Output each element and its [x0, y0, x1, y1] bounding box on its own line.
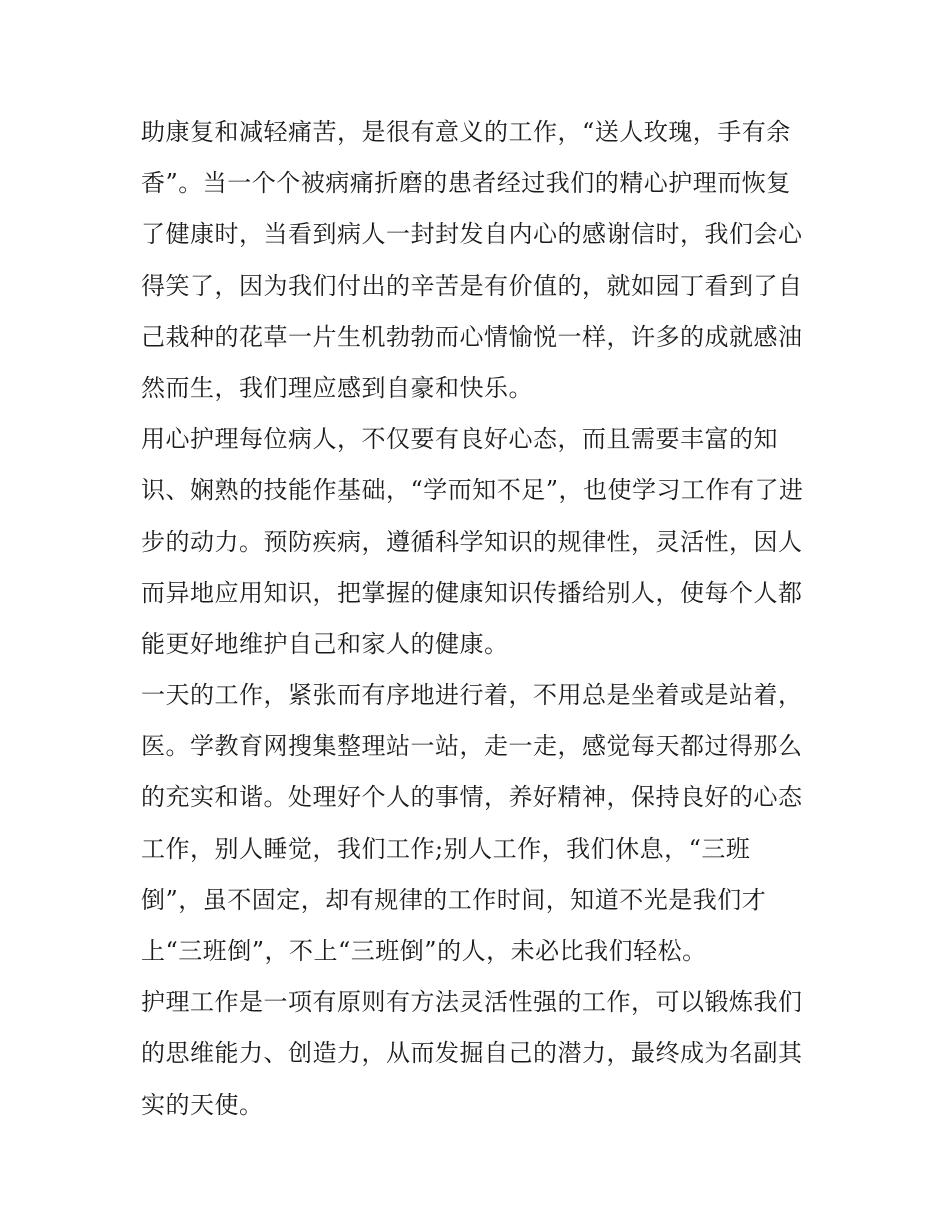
- text-line: 香”。当一个个被病痛折磨的患者经过我们的精心护理而恢复: [141, 169, 791, 198]
- text-line: 实的天使。: [141, 1090, 264, 1119]
- text-line: 己栽种的花草一片生机勃勃而心情愉悦一样，许多的成就感油: [141, 322, 803, 351]
- text-line: 然而生，我们理应感到自豪和快乐。: [141, 373, 533, 402]
- text-line: 了健康时，当看到病人一封封发自内心的感谢信时，我们会心: [141, 220, 803, 249]
- text-line: 助康复和减轻痛苦，是很有意义的工作，“送人玫瑰，手有余: [141, 118, 791, 146]
- text-line: 一天的工作，紧张而有序地进行着，不用总是坐着或是站着，: [141, 681, 803, 710]
- text-line: 而异地应用知识，把掌握的健康知识传播给别人，使每个人都: [141, 578, 803, 607]
- text-line: 医。学教育网搜集整理站一站，走一走，感觉每天都过得那么: [141, 732, 803, 761]
- text-line: 工作，别人睡觉，我们工作;别人工作，我们休息，“三班: [141, 834, 751, 863]
- text-line: 步的动力。预防疾病，遵循科学知识的规律性，灵活性，因人: [141, 527, 803, 556]
- text-line: 识、娴熟的技能作基础，“学而知不足”，也使学习工作有了进: [141, 476, 804, 505]
- text-line: 能更好地维护自己和家人的健康。: [141, 629, 509, 658]
- text-line: 得笑了，因为我们付出的辛苦是有价值的，就如园丁看到了自: [141, 271, 803, 300]
- document-body: [141, 107, 821, 1131]
- text-line: 的思维能力、创造力，从而发掘自己的潜力，最终成为名副其: [141, 1039, 803, 1068]
- text-line: 用心护理每位病人，不仅要有良好心态，而且需要丰富的知: [141, 425, 778, 454]
- text-line: 护理工作是一项有原则有方法灵活性强的工作，可以锻炼我们: [141, 988, 803, 1017]
- text-line: 倒”，虽不固定，却有规律的工作时间，知道不光是我们才: [141, 885, 767, 914]
- text-line: 上“三班倒”，不上“三班倒”的人，未必比我们轻松。: [141, 937, 707, 965]
- text-line: 的充实和谐。处理好个人的事情，养好精神，保持良好的心态: [141, 783, 803, 812]
